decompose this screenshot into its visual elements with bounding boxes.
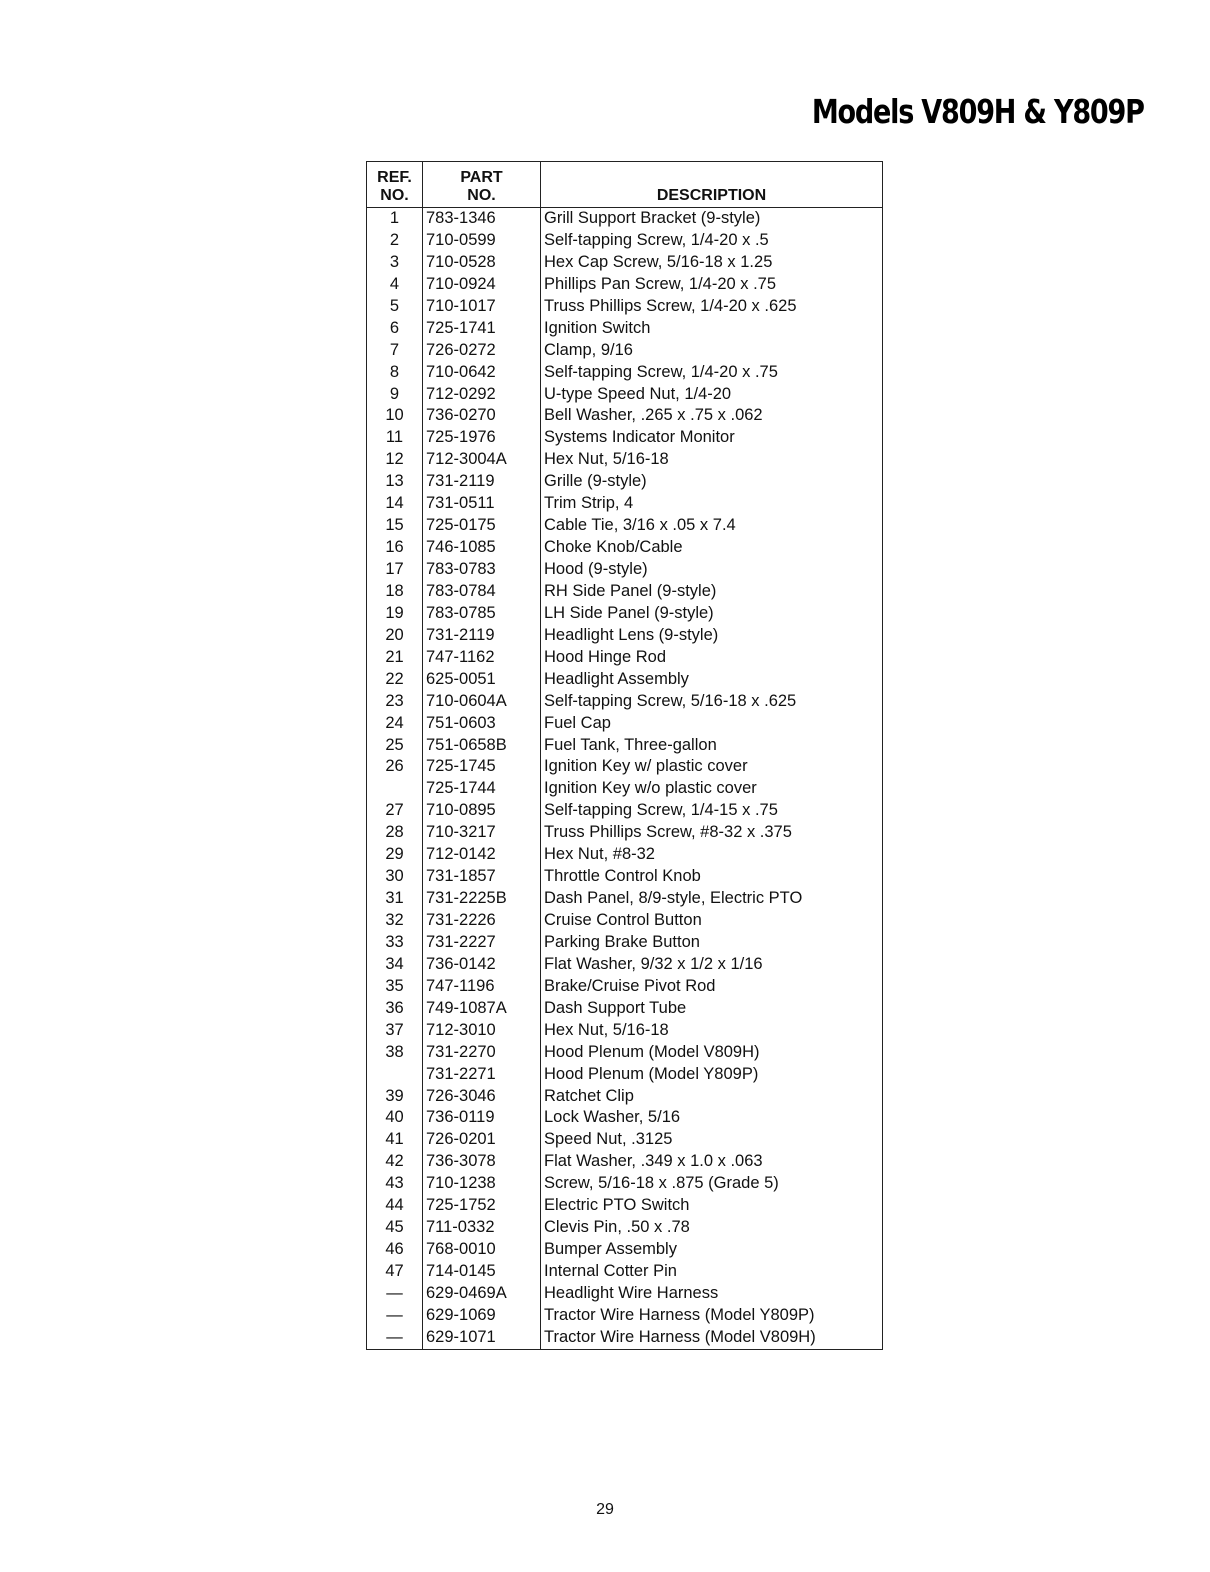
ref-no-cell: 14 — [385, 494, 404, 513]
part-no-cell: 783-0784 — [426, 581, 496, 600]
description-cell: Hood Plenum (Model Y809P) — [544, 1064, 759, 1083]
part-no-cell: 725-1744 — [426, 779, 496, 798]
description-cell: Self-tapping Screw, 1/4-15 x .75 — [544, 801, 778, 820]
description-cell: Ignition Key w/o plastic cover — [544, 779, 757, 798]
description-cell: Hex Nut, 5/16-18 — [544, 450, 669, 469]
part-no-cell: 726-0272 — [426, 340, 496, 359]
description-cell: U-type Speed Nut, 1/4-20 — [544, 384, 732, 403]
part-no-cell: 725-1741 — [426, 318, 496, 337]
part-header-line2: NO. — [467, 187, 496, 204]
part-no-cell: 725-1976 — [426, 428, 496, 447]
part-no-cell: 731-2271 — [426, 1064, 496, 1083]
part-no-cell: 710-0604A — [426, 691, 507, 710]
ref-no-column — [367, 208, 422, 1349]
part-no-cell: 712-0292 — [426, 384, 496, 403]
ref-no-cell: 1 — [389, 209, 400, 227]
ref-no-cell: 47 — [385, 1262, 404, 1280]
ref-no-cell: 10 — [385, 406, 404, 425]
description-cell: Headlight Wire Harness — [544, 1283, 719, 1302]
description-cell: Fuel Cap — [544, 713, 611, 732]
ref-no-cell: 15 — [385, 516, 404, 535]
ref-no-cell: 9 — [389, 384, 400, 403]
description-cell: Speed Nut, .3125 — [544, 1130, 673, 1149]
part-no-cell: 731-2227 — [426, 932, 496, 951]
part-no-cell: 731-2270 — [426, 1042, 496, 1061]
description-cell: Brake/Cruise Pivot Rod — [544, 976, 716, 995]
description-cell: Phillips Pan Screw, 1/4-20 x .75 — [544, 274, 777, 293]
part-no-column — [422, 208, 540, 1349]
description-cell: Clamp, 9/16 — [544, 340, 633, 359]
description-cell: Self-tapping Screw, 5/16-18 x .625 — [544, 691, 797, 710]
ref-no-cell: 17 — [385, 560, 404, 578]
part-no-cell: 749-1087A — [426, 998, 507, 1017]
part-no-cell: 710-0642 — [426, 362, 496, 381]
part-no-cell: 736-0270 — [426, 406, 496, 425]
ref-no-cell: 28 — [385, 823, 404, 842]
ref-no-cell: 12 — [385, 450, 404, 469]
ref-no-cell: 24 — [385, 713, 404, 732]
parts-table — [366, 161, 883, 1350]
description-cell: Hood Plenum (Model V809H) — [544, 1042, 760, 1061]
part-no-cell: 711-0332 — [426, 1218, 495, 1237]
part-no-cell: 710-1017 — [426, 296, 496, 315]
description-cell: Truss Phillips Screw, 1/4-20 x .625 — [544, 296, 797, 315]
ref-no-cell: 38 — [385, 1042, 404, 1061]
ref-no-cell — [367, 1064, 422, 1086]
ref-no-cell: 39 — [385, 1086, 404, 1105]
description-cell: Bumper Assembly — [544, 1240, 677, 1259]
ref-no-cell: 26 — [385, 757, 404, 776]
description-cell: Truss Phillips Screw, #8-32 x .375 — [544, 823, 792, 842]
ref-no-cell: 21 — [385, 647, 404, 666]
description-cell: Headlight Assembly — [544, 669, 689, 688]
part-no-cell: 751-0658B — [426, 735, 507, 754]
ref-no-cell: 16 — [385, 538, 404, 557]
part-no-cell: 747-1162 — [426, 647, 495, 666]
part-no-cell: 731-2226 — [426, 911, 496, 929]
part-no-cell: 731-2119 — [426, 472, 495, 491]
part-no-cell: 731-0511 — [426, 494, 495, 513]
description-cell: Hex Cap Screw, 5/16-18 x 1.25 — [544, 252, 773, 271]
description-cell: Hood (9-style) — [544, 560, 648, 578]
part-no-cell: 747-1196 — [426, 976, 495, 995]
description-cell: Ratchet Clip — [544, 1086, 634, 1105]
description-cell: Flat Washer, 9/32 x 1/2 x 1/16 — [544, 954, 763, 973]
ref-no-cell: 25 — [385, 735, 404, 754]
part-no-cell: 726-0201 — [426, 1130, 496, 1149]
description-cell: Self-tapping Screw, 1/4-20 x .5 — [544, 230, 769, 249]
ref-no-cell: 29 — [385, 845, 404, 864]
ref-no-cell: 43 — [385, 1174, 404, 1193]
description-cell: Cable Tie, 3/16 x .05 x 7.4 — [544, 516, 736, 535]
ref-no-cell: 44 — [385, 1196, 404, 1215]
part-no-cell: 714-0145 — [426, 1262, 496, 1280]
description-cell: Fuel Tank, Three-gallon — [544, 735, 717, 754]
description-cell: LH Side Panel (9-style) — [544, 603, 714, 622]
description-cell: Hood Hinge Rod — [544, 647, 666, 666]
description-cell: Parking Brake Button — [544, 932, 700, 951]
ref-no-cell: 22 — [385, 669, 404, 688]
ref-no-cell: 37 — [385, 1020, 404, 1039]
part-no-header — [422, 162, 540, 207]
ref-no-cell: 18 — [385, 581, 404, 600]
part-no-cell: 725-1745 — [426, 757, 496, 776]
ref-header-line2: NO. — [380, 187, 409, 204]
part-no-cell: 710-3217 — [426, 823, 496, 842]
description-cell: Lock Washer, 5/16 — [544, 1108, 681, 1127]
description-header-label: DESCRIPTION — [656, 187, 767, 204]
part-no-cell: 710-0528 — [426, 252, 496, 271]
ref-no-cell: 19 — [385, 603, 404, 622]
description-column — [540, 208, 882, 1349]
part-no-cell: 710-1238 — [426, 1174, 496, 1193]
part-no-cell: 726-3046 — [426, 1086, 496, 1105]
ref-no-cell: 13 — [385, 472, 404, 491]
ref-no-cell: 6 — [389, 318, 400, 337]
part-no-cell: 746-1085 — [426, 538, 496, 557]
table-body — [367, 208, 882, 1349]
ref-no-cell: 5 — [389, 296, 400, 315]
description-cell: Ignition Key w/ plastic cover — [544, 757, 748, 776]
description-cell: Internal Cotter Pin — [544, 1262, 677, 1280]
ref-no-cell: 11 — [385, 428, 404, 447]
part-no-cell: 736-0142 — [426, 954, 496, 973]
part-no-cell: 710-0924 — [426, 274, 496, 293]
description-cell: Headlight Lens (9-style) — [544, 625, 719, 644]
part-no-cell: 712-0142 — [426, 845, 496, 864]
description-cell: Screw, 5/16-18 x .875 (Grade 5) — [544, 1174, 779, 1193]
page-title: Models V809H & Y809P — [812, 92, 1144, 131]
description-cell: Dash Support Tube — [544, 998, 687, 1017]
part-no-cell: 736-3078 — [426, 1152, 496, 1171]
part-no-cell: 731-1857 — [426, 867, 496, 886]
ref-no-cell: 8 — [389, 362, 400, 381]
ref-no-cell: 45 — [385, 1218, 404, 1237]
ref-no-cell: 31 — [385, 889, 404, 908]
ref-no-cell: 40 — [385, 1108, 404, 1127]
part-no-cell: 712-3010 — [426, 1020, 496, 1039]
description-cell: Trim Strip, 4 — [544, 494, 634, 513]
description-cell: Tractor Wire Harness (Model Y809P) — [544, 1305, 815, 1324]
part-no-cell: 625-0051 — [426, 669, 496, 688]
ref-no-cell: — — [386, 1305, 403, 1324]
part-no-cell: 629-1069 — [426, 1305, 496, 1324]
description-cell: Choke Knob/Cable — [544, 538, 683, 557]
ref-no-header — [367, 162, 422, 207]
ref-no-cell — [367, 778, 422, 800]
part-no-cell: 710-0599 — [426, 230, 496, 249]
ref-no-cell: 35 — [385, 976, 404, 995]
description-cell: Cruise Control Button — [544, 911, 702, 929]
part-no-cell: 629-1071 — [426, 1327, 496, 1346]
ref-no-cell: 41 — [385, 1130, 404, 1149]
part-no-cell: 768-0010 — [426, 1240, 496, 1259]
description-cell: Grille (9-style) — [544, 472, 647, 491]
ref-no-cell: — — [386, 1283, 403, 1302]
description-cell: Electric PTO Switch — [544, 1196, 690, 1215]
ref-no-cell: 42 — [385, 1152, 404, 1171]
description-cell: Throttle Control Knob — [544, 867, 701, 886]
ref-no-cell: 30 — [385, 867, 404, 886]
ref-no-cell: 3 — [389, 252, 400, 271]
part-no-cell: 710-0895 — [426, 801, 496, 820]
description-cell: Flat Washer, .349 x 1.0 x .063 — [544, 1152, 763, 1171]
description-cell: Grill Support Bracket (9-style) — [544, 209, 761, 227]
description-cell: Dash Panel, 8/9-style, Electric PTO — [544, 889, 803, 908]
description-cell: Hex Nut, 5/16-18 — [544, 1020, 669, 1039]
part-header-line1: PART — [460, 169, 503, 186]
part-no-cell: 751-0603 — [426, 713, 496, 732]
description-cell: RH Side Panel (9-style) — [544, 581, 717, 600]
description-cell: Hex Nut, #8-32 — [544, 845, 655, 864]
ref-no-cell: 4 — [389, 274, 400, 293]
description-cell: Clevis Pin, .50 x .78 — [544, 1218, 690, 1237]
part-no-cell: 783-0783 — [426, 560, 496, 578]
ref-no-cell: 7 — [389, 340, 400, 359]
part-no-cell: 725-0175 — [426, 516, 496, 535]
ref-no-cell: 27 — [385, 801, 404, 820]
description-cell: Systems Indicator Monitor — [544, 428, 735, 447]
part-no-cell: 736-0119 — [426, 1108, 495, 1127]
ref-header-line1: REF. — [377, 169, 412, 186]
part-no-cell: 725-1752 — [426, 1196, 496, 1215]
table-header — [367, 162, 882, 208]
description-cell: Tractor Wire Harness (Model V809H) — [544, 1327, 816, 1346]
description-cell: Self-tapping Screw, 1/4-20 x .75 — [544, 362, 778, 381]
page-number: 29 — [596, 1501, 614, 1518]
description-cell: Bell Washer, .265 x .75 x .062 — [544, 406, 763, 425]
part-no-cell: 629-0469A — [426, 1283, 507, 1302]
ref-no-cell: 23 — [385, 691, 404, 710]
ref-no-cell: — — [386, 1327, 403, 1346]
part-no-cell: 731-2119 — [426, 625, 495, 644]
ref-no-cell: 34 — [385, 954, 404, 973]
part-no-cell: 783-1346 — [426, 209, 496, 227]
ref-no-cell: 33 — [385, 932, 404, 951]
description-header — [540, 162, 882, 207]
ref-no-cell: 32 — [385, 911, 404, 929]
ref-no-cell: 36 — [385, 998, 404, 1017]
part-no-cell: 712-3004A — [426, 450, 507, 469]
part-no-cell: 731-2225B — [426, 889, 507, 908]
ref-no-cell: 20 — [385, 625, 404, 644]
description-cell: Ignition Switch — [544, 318, 651, 337]
part-no-cell: 783-0785 — [426, 603, 496, 622]
ref-no-cell: 46 — [385, 1240, 404, 1259]
ref-no-cell: 2 — [389, 230, 400, 249]
